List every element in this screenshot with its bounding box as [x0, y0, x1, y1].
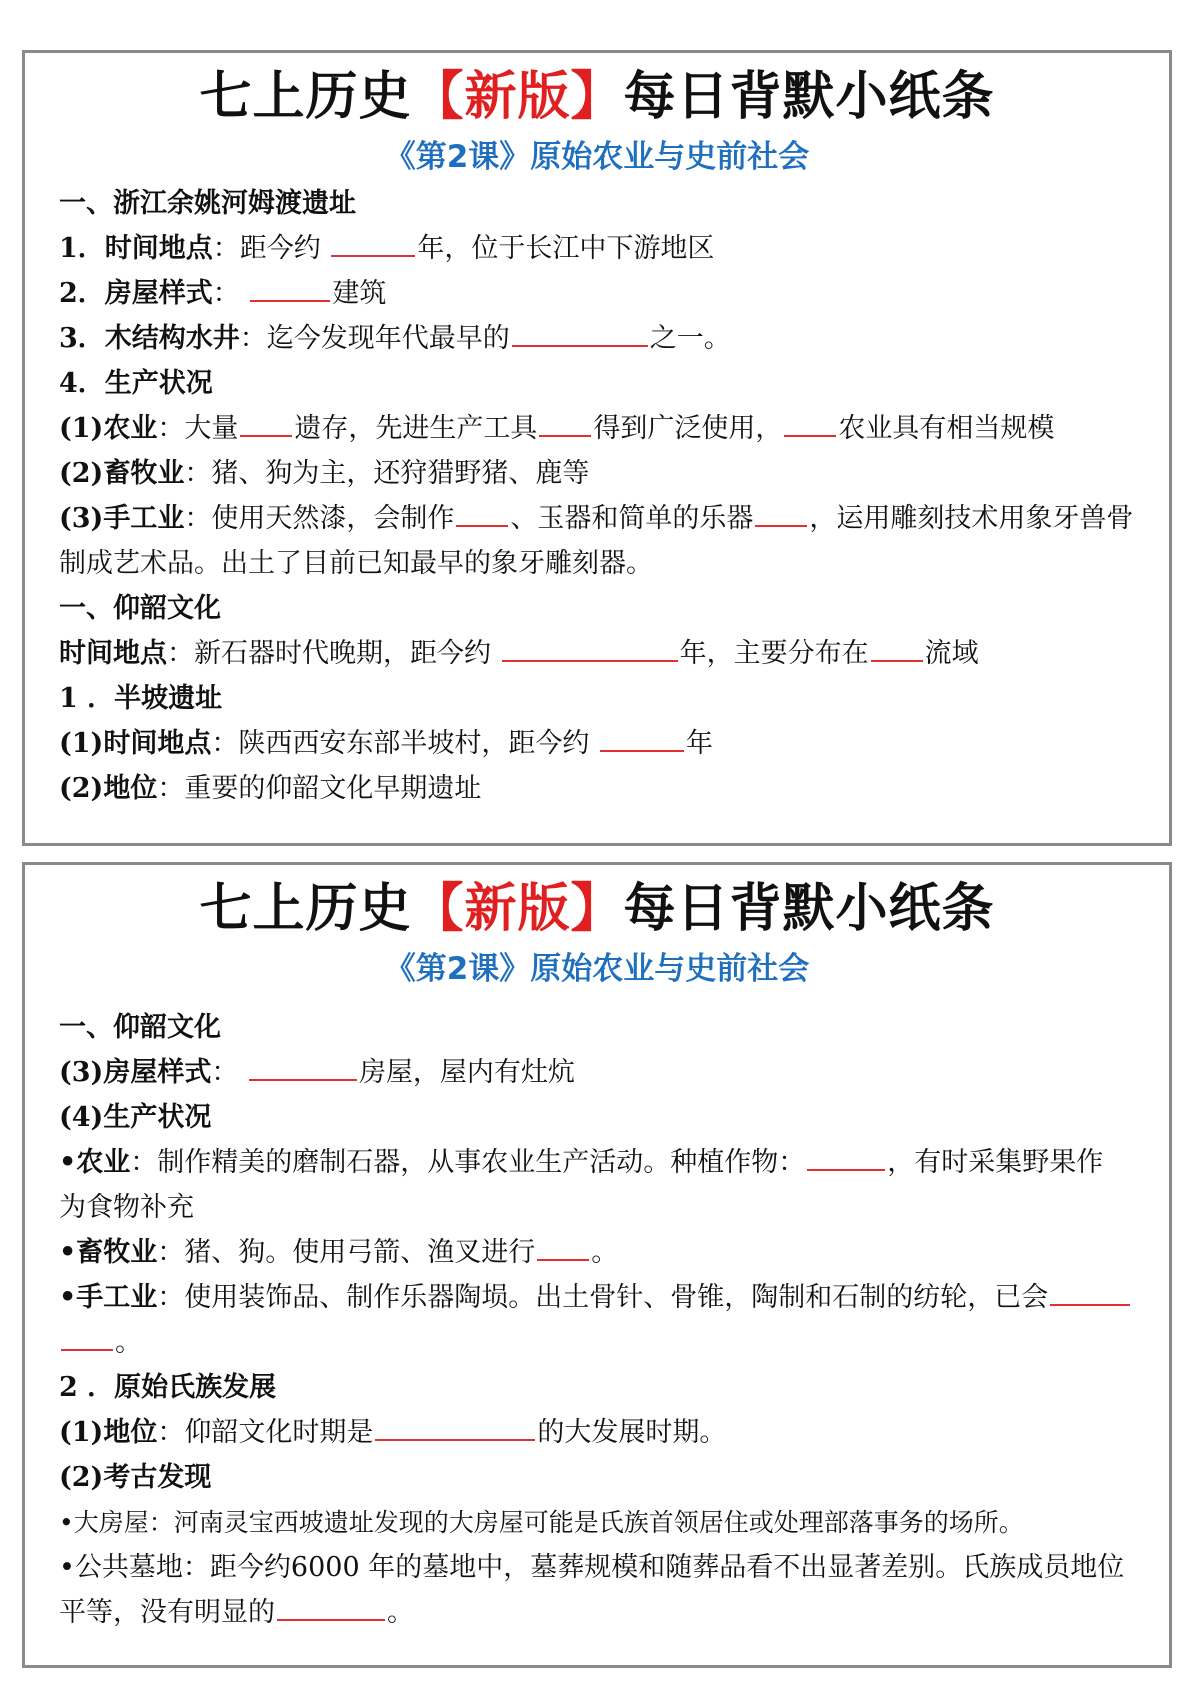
item-text: ：迄今发现年代最早的 — [239, 323, 510, 354]
section-heading: 一、仰韶文化 — [59, 593, 221, 624]
item-text: 遗存，先进生产工具 — [294, 413, 538, 444]
item-line — [59, 316, 1135, 361]
card-title — [25, 67, 1169, 127]
note-card-2 — [22, 862, 1172, 1668]
item-line — [59, 631, 1135, 676]
item-label: 2．房屋样式 — [59, 278, 213, 309]
title-highlight: 【新版】 — [411, 879, 624, 939]
fill-blank[interactable] — [331, 229, 415, 257]
item-text: 。 — [387, 1597, 414, 1628]
item-text: 。 — [115, 1327, 142, 1358]
fill-blank[interactable] — [250, 274, 330, 302]
item-text: ：使用装饰品、制作乐器陶埙。出土骨针、骨锥，陶制和石制的纺轮，已会 — [157, 1282, 1049, 1313]
item-line — [59, 406, 1135, 451]
title-text: 七上历史 — [199, 879, 412, 939]
item-heading: (4)生产状况 — [59, 1102, 212, 1133]
fill-blank[interactable] — [871, 634, 923, 662]
item-text: 的大发展时期。 — [537, 1417, 727, 1448]
item-text: 年，位于长江中下游地区 — [417, 233, 715, 264]
item-heading: (2)考古发现 — [59, 1462, 212, 1493]
fill-blank[interactable] — [375, 1413, 535, 1441]
item-label: (1)地位 — [59, 1417, 158, 1448]
fill-blank[interactable] — [784, 409, 836, 437]
item-text: 房屋，屋内有灶炕 — [358, 1057, 575, 1088]
item-text: ： — [211, 1057, 239, 1088]
section-heading: 2 ．原始氏族发展 — [59, 1372, 277, 1403]
item-line — [59, 271, 1135, 316]
item-line — [59, 1545, 1135, 1635]
item-line — [59, 496, 1135, 586]
fill-blank[interactable] — [456, 499, 508, 527]
section-heading: 一、仰韶文化 — [59, 1012, 221, 1043]
item-label: 3．木结构水井 — [59, 323, 240, 354]
item-text: ：陕西西安东部半坡村，距今约 — [211, 728, 590, 759]
fill-blank[interactable] — [512, 319, 648, 347]
item-text: ：使用天然漆，会制作 — [184, 503, 455, 534]
item-text: 年，主要分布在 — [679, 638, 869, 669]
item-label: •畜牧业 — [59, 1237, 158, 1268]
title-highlight: 【新版】 — [411, 67, 624, 127]
item-label: 1．时间地点 — [59, 233, 213, 264]
item-line — [59, 721, 1135, 766]
item-line — [59, 766, 1135, 811]
item-text: ：仰韶文化时期是 — [157, 1417, 374, 1448]
item-line — [59, 1410, 1135, 1455]
item-text: •公共墓地：距今约6000 年的墓地中，墓葬规模和随葬品看不出显著差别。氏族成员地位平等，没有明显的 — [59, 1552, 1125, 1628]
fill-blank[interactable] — [600, 724, 684, 752]
fill-blank[interactable] — [502, 634, 678, 662]
item-line — [59, 226, 1135, 271]
fill-blank[interactable] — [61, 1323, 113, 1351]
lesson-subtitle: 《第2课》原始农业与史前社会 — [384, 951, 810, 987]
card-body — [25, 989, 1169, 1635]
item-text: 建筑 — [332, 278, 387, 309]
item-text: 农业具有相当规模 — [838, 413, 1055, 444]
item-line — [59, 451, 1135, 496]
title-text-end: 每日背默小纸条 — [623, 67, 995, 127]
item-line: •大房屋：河南灵宝西坡遗址发现的大房屋可能是氏族首领居住或处理部落事务的场所。 — [59, 1508, 1024, 1537]
item-label: (1)农业 — [59, 413, 158, 444]
item-text: ，有时采集野果作 为食物补充 — [59, 1147, 1104, 1223]
item-label: (1)时间地点 — [59, 728, 212, 759]
fill-blank[interactable] — [537, 1233, 589, 1261]
lesson-subtitle: 《第2课》原始农业与史前社会 — [384, 139, 810, 175]
fill-blank[interactable] — [539, 409, 591, 437]
item-label: •农业 — [59, 1147, 131, 1178]
item-text: ：猪、狗。使用弓箭、渔叉进行 — [157, 1237, 536, 1268]
item-text: ： — [212, 278, 240, 309]
title-text-end: 每日背默小纸条 — [623, 879, 995, 939]
item-heading: 1 ．半坡遗址 — [59, 683, 223, 714]
item-text: 年 — [685, 728, 713, 759]
title-text: 七上历史 — [199, 67, 412, 127]
item-text: ：重要的仰韶文化早期遗址 — [157, 773, 482, 804]
item-line — [59, 1275, 1135, 1365]
item-label: 时间地点 — [59, 638, 167, 669]
item-heading: 4．生产状况 — [59, 368, 213, 399]
item-label: (2)畜牧业 — [59, 458, 185, 489]
note-card-1 — [22, 50, 1172, 846]
item-text: ：猪、狗为主，还狩猎野猪、鹿等 — [184, 458, 590, 489]
item-text: ：新石器时代晚期，距今约 — [167, 638, 491, 669]
item-line — [59, 1050, 1135, 1095]
item-text: 、玉器和简单的乐器 — [510, 503, 754, 534]
item-label: •手工业 — [59, 1282, 158, 1313]
item-line — [59, 1230, 1135, 1275]
item-text: 之一。 — [649, 323, 731, 354]
item-text: 得到广泛使用， — [593, 413, 783, 444]
item-text: 流域 — [924, 638, 979, 669]
card-body — [25, 177, 1169, 811]
card-title — [25, 879, 1169, 939]
fill-blank[interactable] — [755, 499, 807, 527]
item-text: ：制作精美的磨制石器，从事农业生产活动。种植作物： — [130, 1147, 806, 1178]
item-text: ，运用雕刻技术用象牙兽骨 制成艺术品。出土了目前已知最早的象牙雕刻器。 — [59, 503, 1134, 579]
item-text: ：大量 — [157, 413, 239, 444]
item-text: 。 — [591, 1237, 619, 1268]
fill-blank[interactable] — [249, 1053, 357, 1081]
item-label: (3)手工业 — [59, 503, 185, 534]
item-text: ：距今约 — [212, 233, 321, 264]
fill-blank[interactable] — [807, 1143, 885, 1171]
fill-blank[interactable] — [277, 1593, 385, 1621]
section-heading: 一、浙江余姚河姆渡遗址 — [59, 188, 356, 219]
fill-blank[interactable] — [240, 409, 292, 437]
fill-blank[interactable] — [1050, 1278, 1130, 1306]
item-label: (3)房屋样式 — [59, 1057, 212, 1088]
item-line — [59, 1140, 1135, 1230]
item-label: (2)地位 — [59, 773, 158, 804]
